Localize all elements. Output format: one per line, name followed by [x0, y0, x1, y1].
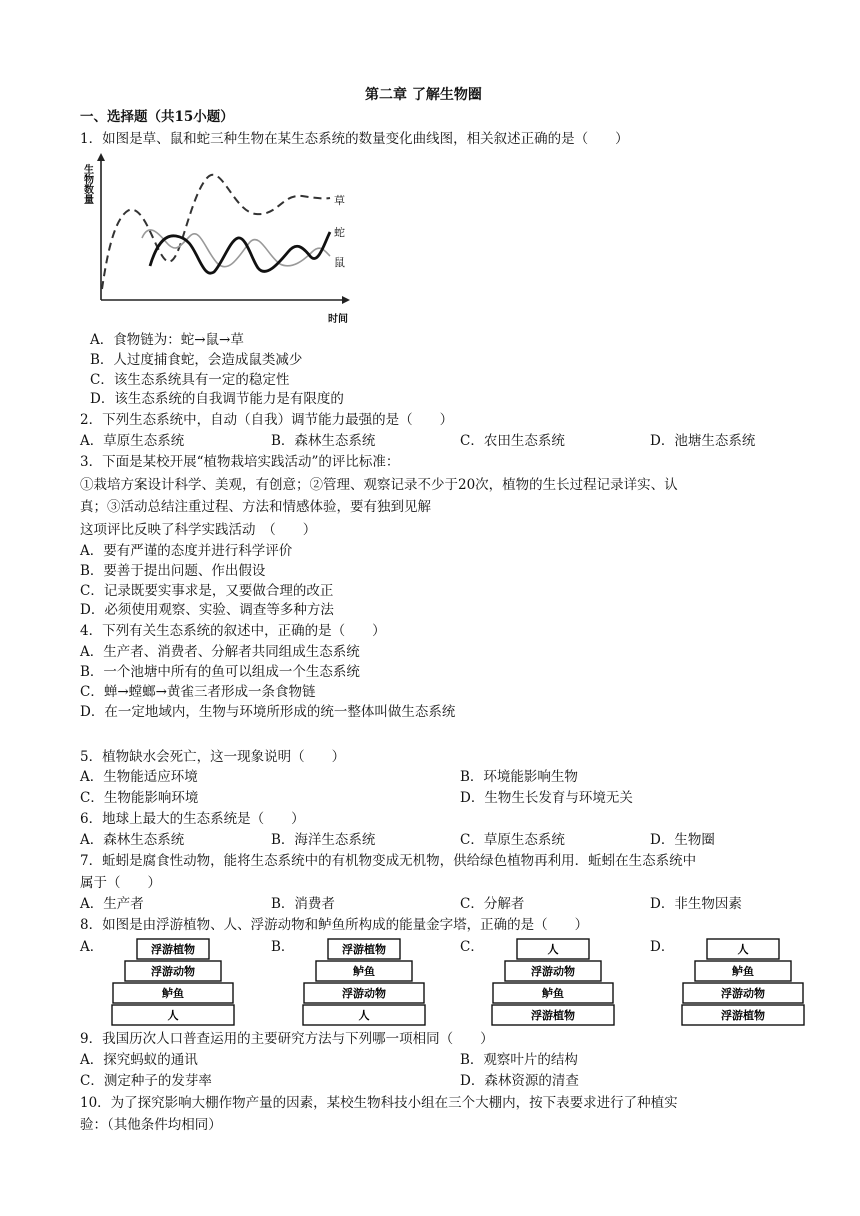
pyramid-level-label: 浮游动物: [342, 987, 386, 1000]
q8-option-c-pyramid[interactable]: [490, 937, 616, 1029]
q4-option-b[interactable]: B．一个池塘中所有的鱼可以组成一个生态系统: [80, 664, 360, 680]
q5-option-a[interactable]: A．生物能适应环境: [80, 769, 198, 785]
pyramid-level-label: 鲈鱼: [162, 987, 184, 1000]
section-heading: 一、选择题（共15小题）: [80, 109, 234, 125]
q3-stem: 3．下面是某校开展“植物栽培实践活动”的评比标准：: [80, 454, 400, 470]
q1-option-b[interactable]: B．人过度捕食蛇，会造成鼠类减少: [90, 352, 303, 368]
q6-option-b[interactable]: B．海洋生态系统: [271, 832, 376, 848]
q6-option-a[interactable]: A．森林生态系统: [80, 832, 185, 848]
q4-option-d[interactable]: D．在一定地域内，生物与环境所形成的统一整体叫做生态系统: [80, 704, 456, 720]
q7-option-b[interactable]: B．消费者: [271, 896, 335, 912]
label-grass: 草: [334, 194, 345, 207]
q6-option-c[interactable]: C．草原生态系统: [460, 832, 565, 848]
q8-option-a-letter[interactable]: A．: [80, 939, 104, 955]
q2-option-a[interactable]: A．草原生态系统: [80, 433, 185, 449]
chart-xlabel: 时间: [328, 314, 348, 325]
q1-option-c[interactable]: C．该生态系统具有一定的稳定性: [90, 372, 290, 388]
q1-population-chart: [81, 152, 364, 328]
pyramid-level-label: 浮游植物: [342, 943, 386, 956]
q3-criteria-line1: ①栽培方案设计科学、美观，有创意；②管理、观察记录不少于20次，植物的生长过程记录详实、认: [80, 477, 678, 493]
q2-option-d[interactable]: D．池塘生态系统: [650, 433, 756, 449]
q7-option-d[interactable]: D．非生物因素: [650, 896, 742, 912]
pyramid-level-label: 鲈鱼: [542, 987, 564, 1000]
q10-stem-cont: 验：（其他条件均相同）: [80, 1117, 222, 1133]
q9-option-b[interactable]: B．观察叶片的结构: [460, 1052, 578, 1068]
q5-option-d[interactable]: D．生物生长发育与环境无关: [460, 790, 633, 806]
q9-option-a[interactable]: A．探究蚂蚁的通讯: [80, 1052, 198, 1068]
q3-option-c[interactable]: C．记录既要实事求是，又要做合理的改正: [80, 583, 334, 599]
q2-option-b[interactable]: B．森林生态系统: [271, 433, 376, 449]
q7-stem-cont: 属于（ ）: [80, 875, 161, 891]
label-mouse: 鼠: [334, 256, 345, 269]
q2-stem: 2．下列生态系统中，自动（自我）调节能力最强的是（ ）: [80, 412, 454, 428]
q8-option-c-letter[interactable]: C．: [460, 939, 484, 955]
pyramid-level-label: 浮游植物: [151, 943, 195, 956]
q6-stem: 6．地球上最大的生态系统是（ ）: [80, 811, 305, 827]
q1-option-d[interactable]: D．该生态系统的自我调节能力是有限度的: [90, 391, 344, 407]
q4-option-c[interactable]: C．蝉→螳螂→黄雀三者形成一条食物链: [80, 684, 316, 700]
pyramid-level-label: 浮游动物: [721, 987, 765, 1000]
pyramid-level-label: 鲈鱼: [353, 965, 375, 978]
q3-option-a[interactable]: A．要有严谨的态度并进行科学评价: [80, 543, 293, 559]
label-snake: 蛇: [334, 226, 345, 239]
q4-stem: 4．下列有关生态系统的叙述中，正确的是（ ）: [80, 623, 386, 639]
q8-option-b-letter[interactable]: B．: [271, 939, 295, 955]
q8-option-d-letter[interactable]: D．: [650, 939, 675, 955]
pyramid-level-label: 浮游动物: [531, 965, 575, 978]
pyramid-level-label: 人: [167, 1009, 179, 1022]
page-title: 第二章 了解生物圈: [365, 87, 482, 103]
q6-option-d[interactable]: D．生物圈: [650, 832, 715, 848]
q9-stem: 9．我国历次人口普查运用的主要研究方法与下列哪一项相同（ ）: [80, 1031, 494, 1047]
pyramid-level-label: 人: [358, 1009, 370, 1022]
q8-option-b-pyramid[interactable]: [301, 937, 427, 1029]
q7-option-c[interactable]: C．分解者: [460, 896, 525, 912]
q3-option-d[interactable]: D．必须使用观察、实验、调查等多种方法: [80, 602, 334, 618]
pyramid-level-label: 鲈鱼: [732, 965, 754, 978]
q7-stem: 7．蚯蚓是腐食性动物，能将生态系统中的有机物变成无机物，供给绿色植物再利用．蚯蚓在生态系统中: [80, 853, 697, 869]
pyramid-level-label: 人: [737, 943, 749, 956]
q10-stem: 10．为了探究影响大棚作物产量的因素，某校生物科技小组在三个大棚内，按下表要求进行了种植实: [80, 1095, 678, 1111]
q8-stem: 8．如图是由浮游植物、人、浮游动物和鲈鱼所构成的能量金字塔，正确的是（ ）: [80, 917, 589, 933]
pyramid-level-label: 人: [547, 943, 559, 956]
q8-option-d-pyramid[interactable]: [680, 937, 806, 1029]
q3-criteria-line2: 真；③活动总结注重过程、方法和情感体验，要有独到见解: [80, 499, 431, 515]
q2-option-c[interactable]: C．农田生态系统: [460, 433, 565, 449]
x-axis-arrow: [342, 296, 350, 304]
q3-option-b[interactable]: B．要善于提出问题、作出假设: [80, 563, 266, 579]
q4-option-a[interactable]: A．生产者、消费者、分解者共同组成生态系统: [80, 644, 360, 660]
q1-option-a[interactable]: A．食物链为：蛇→鼠→草: [90, 332, 244, 348]
q9-option-d[interactable]: D．森林资源的清查: [460, 1073, 579, 1089]
q7-option-a[interactable]: A．生产者: [80, 896, 144, 912]
chart-ylabel: 生物数量: [81, 164, 93, 204]
q9-option-c[interactable]: C．测定种子的发芽率: [80, 1073, 212, 1089]
q5-option-b[interactable]: B．环境能影响生物: [460, 769, 578, 785]
pyramid-level-label: 浮游植物: [721, 1009, 765, 1022]
q1-stem: 1．如图是草、鼠和蛇三种生物在某生态系统的数量变化曲线图，相关叙述正确的是（ ）: [80, 131, 629, 147]
q3-question: 这项评比反映了科学实践活动 （ ）: [80, 522, 317, 538]
q5-option-c[interactable]: C．生物能影响环境: [80, 790, 199, 806]
y-axis-arrow: [97, 153, 105, 161]
q5-stem: 5．植物缺水会死亡，这一现象说明（ ）: [80, 749, 346, 765]
snake-curve: [150, 232, 330, 273]
pyramid-level-label: 浮游动物: [151, 965, 195, 978]
q8-option-a-pyramid[interactable]: [110, 937, 236, 1029]
pyramid-level-label: 浮游植物: [531, 1009, 575, 1022]
